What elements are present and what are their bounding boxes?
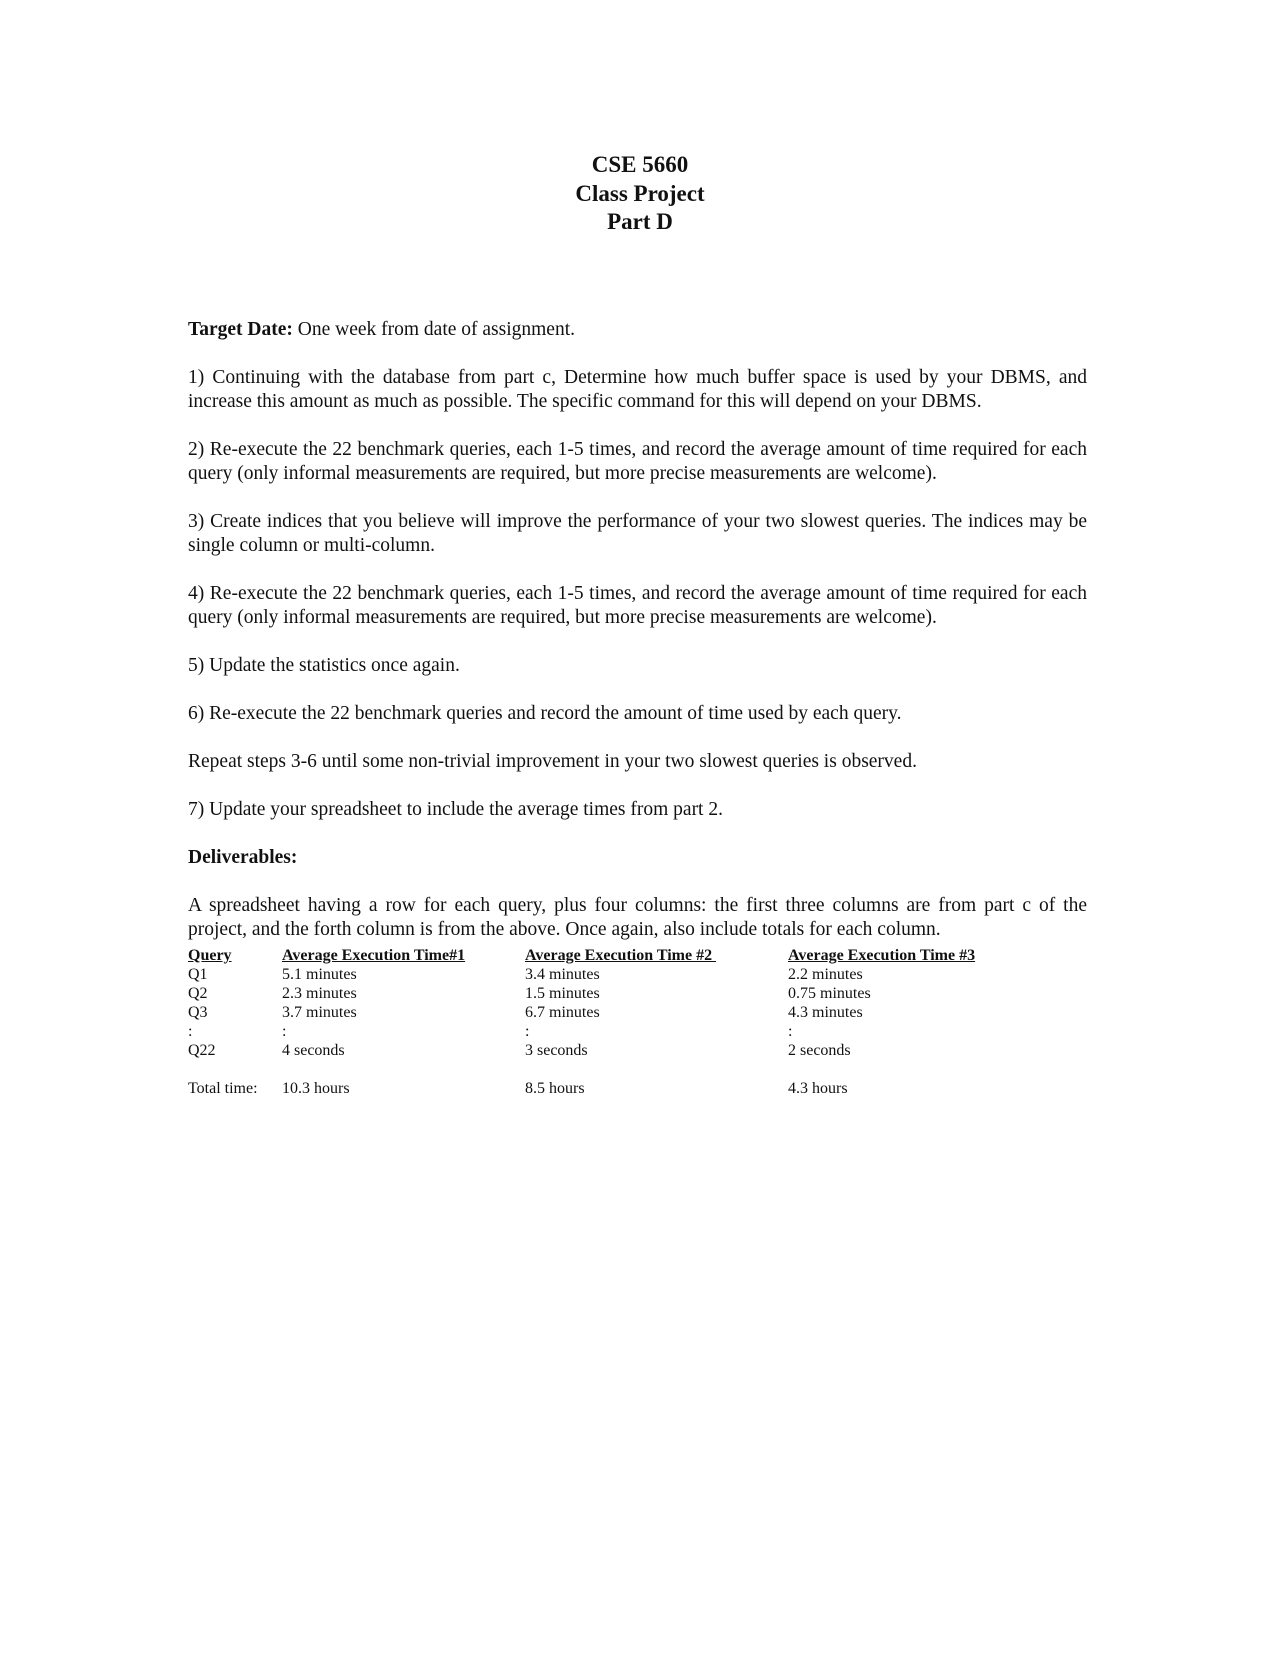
table-row xyxy=(188,984,1087,1003)
target-date-label: Target Date: xyxy=(188,319,293,340)
total-time-3: 4.3 hours xyxy=(788,1080,848,1097)
cell-time-1: 4 seconds xyxy=(282,1042,345,1059)
header-time-2: Average Execution Time #2 xyxy=(525,947,717,964)
table-row xyxy=(188,965,1087,984)
target-date-text: One week from date of assignment. xyxy=(292,319,575,340)
step-1: 1) Continuing with the database from part c, Determine how much buffer space is used by your DBMS, and increase this amount as much as possible. The specific command for this will depend on your DBMS. xyxy=(188,367,1087,412)
cell-query: Q22 xyxy=(188,1042,216,1059)
course-code: CSE 5660 xyxy=(591,152,689,177)
step-4: 4) Re-execute the 22 benchmark queries, each 1-5 times, and record the average amount of time required for each query (only informal measurements are required, but more precise measurements are welcome). xyxy=(188,583,1087,628)
header-time-3: Average Execution Time #3 xyxy=(788,947,976,964)
cell-query: : xyxy=(188,1023,193,1040)
project-name: Class Project xyxy=(575,180,705,206)
header-query: Query xyxy=(188,947,232,964)
table-total-row xyxy=(188,1079,1087,1098)
cell-time-2: 3 seconds xyxy=(525,1042,588,1059)
deliverables-text: A spreadsheet having a row for each query, plus four columns: the first three columns are from part c of the project, and the forth column is from the above. Once again, also include totals for each column. xyxy=(188,895,1087,940)
step-2: 2) Re-execute the 22 benchmark queries, each 1-5 times, and record the average amount of time required for each query (only informal measurements are required, but more precise measurements are welcome). xyxy=(188,439,1087,484)
step-3: 3) Create indices that you believe will improve the performance of your two slowest queries. The indices may be single column or multi-column. xyxy=(188,511,1087,556)
cell-time-3: 4.3 minutes xyxy=(788,1004,863,1021)
project-part: Part D xyxy=(607,209,673,234)
cell-query: Q3 xyxy=(188,1004,208,1021)
table-header-row xyxy=(188,946,1087,965)
header-time-1: Average Execution Time#1 xyxy=(282,947,466,964)
table-row-ellipsis xyxy=(188,1022,1087,1041)
document-title xyxy=(0,151,1280,237)
cell-query: Q2 xyxy=(188,985,208,1002)
table-row xyxy=(188,1003,1087,1022)
step-5: 5) Update the statistics once again. xyxy=(188,655,460,676)
table-row xyxy=(188,1041,1087,1060)
cell-time-3: 2 seconds xyxy=(788,1042,851,1059)
cell-time-1: 2.3 minutes xyxy=(282,985,357,1002)
cell-time-3: : xyxy=(788,1023,793,1040)
total-time-2: 8.5 hours xyxy=(525,1080,585,1097)
cell-time-1: 5.1 minutes xyxy=(282,966,357,983)
cell-time-2: 3.4 minutes xyxy=(525,966,600,983)
total-time-1: 10.3 hours xyxy=(282,1080,350,1097)
target-date xyxy=(188,318,1087,342)
repeat-note: Repeat steps 3-6 until some non-trivial improvement in your two slowest queries is observed. xyxy=(188,751,917,772)
cell-time-1: : xyxy=(282,1023,287,1040)
document-body xyxy=(188,318,1087,1098)
cell-time-3: 0.75 minutes xyxy=(788,985,871,1002)
cell-time-2: : xyxy=(525,1023,530,1040)
cell-time-2: 6.7 minutes xyxy=(525,1004,600,1021)
timing-table xyxy=(188,946,1087,1098)
cell-time-2: 1.5 minutes xyxy=(525,985,600,1002)
cell-time-3: 2.2 minutes xyxy=(788,966,863,983)
deliverables-heading: Deliverables: xyxy=(188,847,298,868)
step-7: 7) Update your spreadsheet to include the average times from part 2. xyxy=(188,799,723,820)
step-6: 6) Re-execute the 22 benchmark queries and record the amount of time used by each query. xyxy=(188,703,902,724)
cell-time-1: 3.7 minutes xyxy=(282,1004,357,1021)
total-label: Total time: xyxy=(188,1080,258,1097)
cell-query: Q1 xyxy=(188,966,208,983)
